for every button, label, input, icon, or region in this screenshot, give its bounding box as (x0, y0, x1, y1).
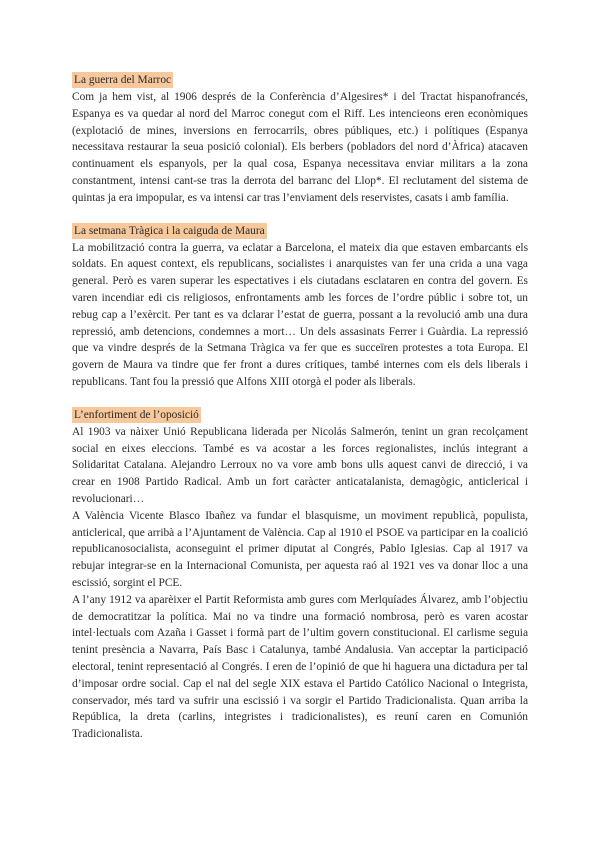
section-heading: La setmana Tràgica i la caiguda de Maura (74, 224, 265, 237)
paragraph: A l’any 1912 va aparèixer el Partit Reformista amb gures com Merlquíades Álvarez, amb l’objectiu de democratitzar la política. Mai no va tindre una formació nombrosa, però es varen acostar intel·lectuals com Azaña i Gasset i formà part de l’ultim govern constitucional. El carlisme seguia tenint presència a Navarra, País Basc i Catalunya, també Andalusia. Van acceptar la participació electoral, tenint representació al Congrés. I eren de l’opinió de que hi haguera una dictadura per tal d’imposar ordre social. Cap el nal del segle XIX estava el Partido Católico Nacional o Integrista, conservador, més tard va sufrir una escissió i va sorgir el Partido Tradicionalista. Quan arriba la República, la dreta (carlins, integristes i tradicionalistes), es reuní caren en Comunión Tradicionalista. (72, 593, 528, 741)
section-enfortiment-oposicio (72, 405, 528, 743)
paragraph: A València Vicente Blasco Ibañez va fundar el blasquisme, un moviment republicà, populista, anticlerical, que arribà a l’Ajuntament de València. Cap al 1910 el PSOE va participar en la coalició republicanosocialista, aconseguint el primer diputat al Congrés, Pablo Iglesias. Cap al 1917 va rebujar integrar-se en la Internacional Comunista, per aquesta raó al 1921 ves va donar lloc a una escissió, sorgint el PCE. (72, 509, 528, 589)
section-heading: La guerra del Marroc (74, 74, 172, 86)
section-guerra-marroc (72, 70, 528, 207)
section-setmana-tragica (72, 221, 528, 391)
paragraph: La mobilització contra la guerra, va eclatar a Barcelona, el mateix dia que estaven embarcants els soldats. En aquest context, els republicans, socialistes i anarquistes van fer una crida a una vaga general. Però es varen superar les espectatives i els ciutadans esclataren en contra del govern. Es varen incendiar edi cis religiosos, enfrontaments amb les forces de l’ordre públic i sobre tot, un rebug cap a l’exèrcit. Per tant es va dclarar l’estat de guerra, possant a la revolució amb una dura repressió, amb detencions, condemnes a mort… Un dels assasinats Ferrer i Guàrdia. La repressió que va vindre després de la Setmana Tràgica va fer que es succeïren protestes a tota Europa. El govern de Maura va tindre que fer front a dures crítiques, també internes com els dels liberals i republicans. Tant fou la pressió que Alfons XIII otorgà el poder als liberals. (72, 241, 528, 388)
paragraph: Com ja hem vist, al 1906 després de la Conferència d’Algesires* i del Tractat hispanofrancés, Espanya es va quedar al nord del Marroc conegut com el Riff. Les intencieons eren econòmiques (explotació de mines, inversions en ferrocarrils, obres públiques, etc.) i polítiques (Espanya necessitava restaurar la seua posició colonial). Els berbers (pobladors del nord d’Àfrica) atacaven continuament els espanyols, per la qual cosa, Espanya necessitava enviar militars a la zona constantment, intensi cant-se tras la derrota del barranc del Llop*. El reclutament del sistema de quintas ja era impopular, es va intensi car tras l’enviament dels reservistes, casats i amb família. (72, 91, 528, 204)
section-heading: L’enfortiment de l’oposició (74, 408, 199, 421)
paragraph: Al 1903 va nàixer Unió Republicana liderada per Nicolás Salmerón, tenint un gran recolçament social en eixes eleccions. També es va acostar a les forces regionalistes, inclús integrant a Solidaritat Catalana. Alejandro Lerroux no va vore amb bons ulls aquest canvi de direcció, i va crear en 1908 Partido Radical. Amb un fort caràcter anticatalanista, demagògic, anticlerical i revolucionari… (72, 425, 528, 505)
